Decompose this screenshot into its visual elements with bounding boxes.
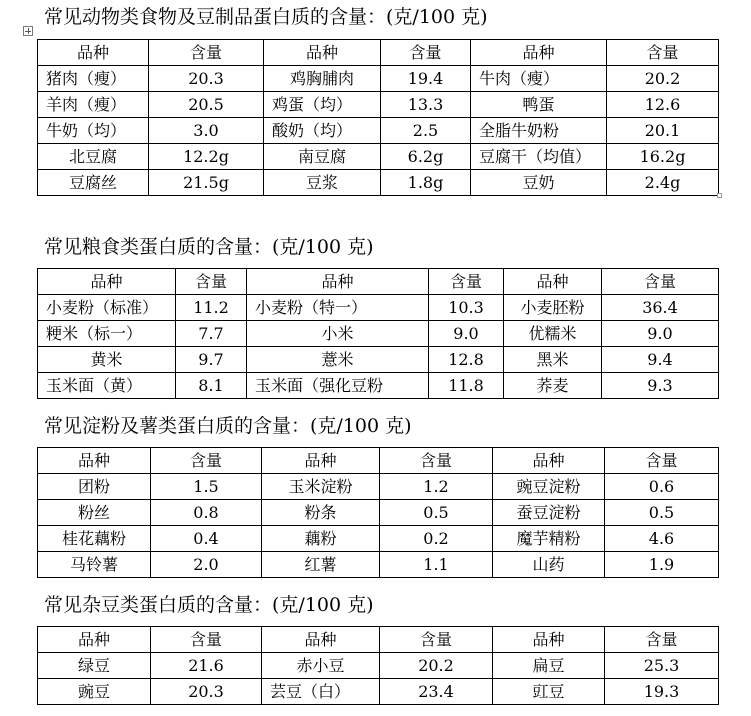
table-header-row [38,627,719,653]
protein-value-cell: 0.2 [380,526,493,552]
protein-value-cell: 20.5 [149,92,264,118]
table-row [38,321,719,347]
food-name-cell: 豆浆 [264,170,381,196]
protein-value-cell: 7.7 [176,321,247,347]
protein-value-cell: 3.0 [149,118,264,144]
food-name-cell: 扁豆 [493,653,605,679]
food-name-cell: 酸奶（均） [264,118,381,144]
food-name-cell: 粳米（标一） [38,321,176,347]
food-name-cell: 牛肉（瘦） [471,66,607,92]
food-name-cell: 红薯 [262,552,380,578]
column-header: 含量 [380,627,493,653]
table-header-row [38,40,719,66]
protein-value-cell: 2.5 [381,118,471,144]
food-name-cell: 豌豆 [38,679,151,705]
protein-value-cell: 0.8 [151,500,262,526]
food-name-cell: 豇豆 [493,679,605,705]
animal-soy-protein-table [37,39,719,196]
column-header: 品种 [493,448,605,474]
food-name-cell: 粉条 [262,500,380,526]
food-name-cell: 全脂牛奶粉 [471,118,607,144]
protein-value-cell: 1.9 [605,552,719,578]
protein-value-cell: 19.3 [605,679,719,705]
protein-value-cell: 9.7 [176,347,247,373]
protein-value-cell: 0.5 [605,500,719,526]
food-name-cell: 鸡蛋（均） [264,92,381,118]
food-name-cell: 北豆腐 [38,144,149,170]
column-header: 品种 [504,269,602,295]
food-name-cell: 羊肉（瘦） [38,92,149,118]
grain-protein-table [37,268,719,399]
table-1-title: 常见动物类食物及豆制品蛋白质的含量：(克/100 克) [44,6,488,28]
protein-value-cell: 0.5 [380,500,493,526]
protein-value-cell: 2.0 [151,552,262,578]
table-row [38,295,719,321]
protein-value-cell: 9.0 [602,321,719,347]
starch-tuber-protein-table [37,447,719,578]
table-row [38,552,719,578]
protein-value-cell: 21.5g [149,170,264,196]
food-name-cell: 小麦胚粉 [504,295,602,321]
protein-value-cell: 11.2 [176,295,247,321]
food-name-cell: 牛奶（均） [38,118,149,144]
protein-value-cell: 1.5 [151,474,262,500]
food-name-cell: 马铃薯 [38,552,151,578]
protein-value-cell: 8.1 [176,373,247,399]
column-header: 品种 [247,269,429,295]
table-row [38,474,719,500]
protein-value-cell: 20.3 [151,679,262,705]
protein-value-cell: 0.6 [605,474,719,500]
food-name-cell: 优糯米 [504,321,602,347]
protein-value-cell: 2.4g [607,170,719,196]
table-row [38,92,719,118]
food-name-cell: 南豆腐 [264,144,381,170]
column-header: 品种 [38,448,151,474]
column-header: 品种 [38,40,149,66]
column-header: 含量 [429,269,504,295]
protein-value-cell: 1.1 [380,552,493,578]
food-name-cell: 桂花藕粉 [38,526,151,552]
column-header: 品种 [38,269,176,295]
column-header: 含量 [151,627,262,653]
protein-value-cell: 10.3 [429,295,504,321]
food-name-cell: 黄米 [38,347,176,373]
table-header-row [38,448,719,474]
food-name-cell: 薏米 [247,347,429,373]
protein-value-cell: 20.1 [607,118,719,144]
column-header: 含量 [151,448,262,474]
food-name-cell: 黑米 [504,347,602,373]
column-header: 含量 [381,40,471,66]
table-row [38,118,719,144]
column-header: 含量 [605,627,719,653]
legume-protein-table [37,626,719,705]
protein-value-cell: 20.2 [607,66,719,92]
protein-value-cell: 25.3 [605,653,719,679]
table-row [38,144,719,170]
column-header: 含量 [149,40,264,66]
table-row [38,653,719,679]
protein-value-cell: 12.2g [149,144,264,170]
food-name-cell: 豆腐干（均值） [471,144,607,170]
table-header-row [38,269,719,295]
table-resize-handle[interactable] [717,193,722,198]
table-row [38,526,719,552]
protein-value-cell: 11.8 [429,373,504,399]
food-name-cell: 鸭蛋 [471,92,607,118]
protein-value-cell: 4.6 [605,526,719,552]
protein-value-cell: 20.2 [380,653,493,679]
food-name-cell: 赤小豆 [262,653,380,679]
column-header: 品种 [264,40,381,66]
food-name-cell: 藕粉 [262,526,380,552]
table-2-title: 常见粮食类蛋白质的含量：(克/100 克) [44,236,374,258]
protein-value-cell: 1.8g [381,170,471,196]
food-name-cell: 豆腐丝 [38,170,149,196]
table-3-title: 常见淀粉及薯类蛋白质的含量：(克/100 克) [44,415,412,437]
protein-value-cell: 21.6 [151,653,262,679]
table-4-title: 常见杂豆类蛋白质的含量：(克/100 克) [44,594,374,616]
protein-value-cell: 1.2 [380,474,493,500]
food-name-cell: 玉米淀粉 [262,474,380,500]
food-name-cell: 豌豆淀粉 [493,474,605,500]
column-header: 含量 [602,269,719,295]
protein-value-cell: 0.4 [151,526,262,552]
food-name-cell: 小麦粉（标准） [38,295,176,321]
protein-value-cell: 16.2g [607,144,719,170]
column-header: 品种 [262,448,380,474]
column-header: 含量 [380,448,493,474]
protein-value-cell: 36.4 [602,295,719,321]
table-row [38,679,719,705]
food-name-cell: 玉米面（强化豆粉 [247,373,429,399]
table-row [38,66,719,92]
protein-value-cell: 12.6 [607,92,719,118]
protein-value-cell: 9.4 [602,347,719,373]
food-name-cell: 绿豆 [38,653,151,679]
table-row [38,170,719,196]
food-name-cell: 荞麦 [504,373,602,399]
column-header: 含量 [605,448,719,474]
food-name-cell: 蚕豆淀粉 [493,500,605,526]
protein-value-cell: 9.3 [602,373,719,399]
food-name-cell: 小米 [247,321,429,347]
table-row [38,500,719,526]
protein-value-cell: 19.4 [381,66,471,92]
protein-value-cell: 12.8 [429,347,504,373]
food-name-cell: 魔芋精粉 [493,526,605,552]
protein-value-cell: 20.3 [149,66,264,92]
food-name-cell: 豆奶 [471,170,607,196]
table-row [38,373,719,399]
food-name-cell: 鸡胸脯肉 [264,66,381,92]
table-row [38,347,719,373]
food-name-cell: 山药 [493,552,605,578]
food-name-cell: 小麦粉（特一） [247,295,429,321]
protein-value-cell: 13.3 [381,92,471,118]
protein-value-cell: 9.0 [429,321,504,347]
food-name-cell: 粉丝 [38,500,151,526]
food-name-cell: 团粉 [38,474,151,500]
protein-value-cell: 6.2g [381,144,471,170]
column-header: 含量 [607,40,719,66]
column-header: 品种 [493,627,605,653]
column-header: 品种 [471,40,607,66]
table-move-handle-icon[interactable] [23,26,33,36]
food-name-cell: 猪肉（瘦） [38,66,149,92]
protein-value-cell: 23.4 [380,679,493,705]
food-name-cell: 玉米面（黄） [38,373,176,399]
column-header: 含量 [176,269,247,295]
column-header: 品种 [38,627,151,653]
column-header: 品种 [262,627,380,653]
food-name-cell: 芸豆（白） [262,679,380,705]
